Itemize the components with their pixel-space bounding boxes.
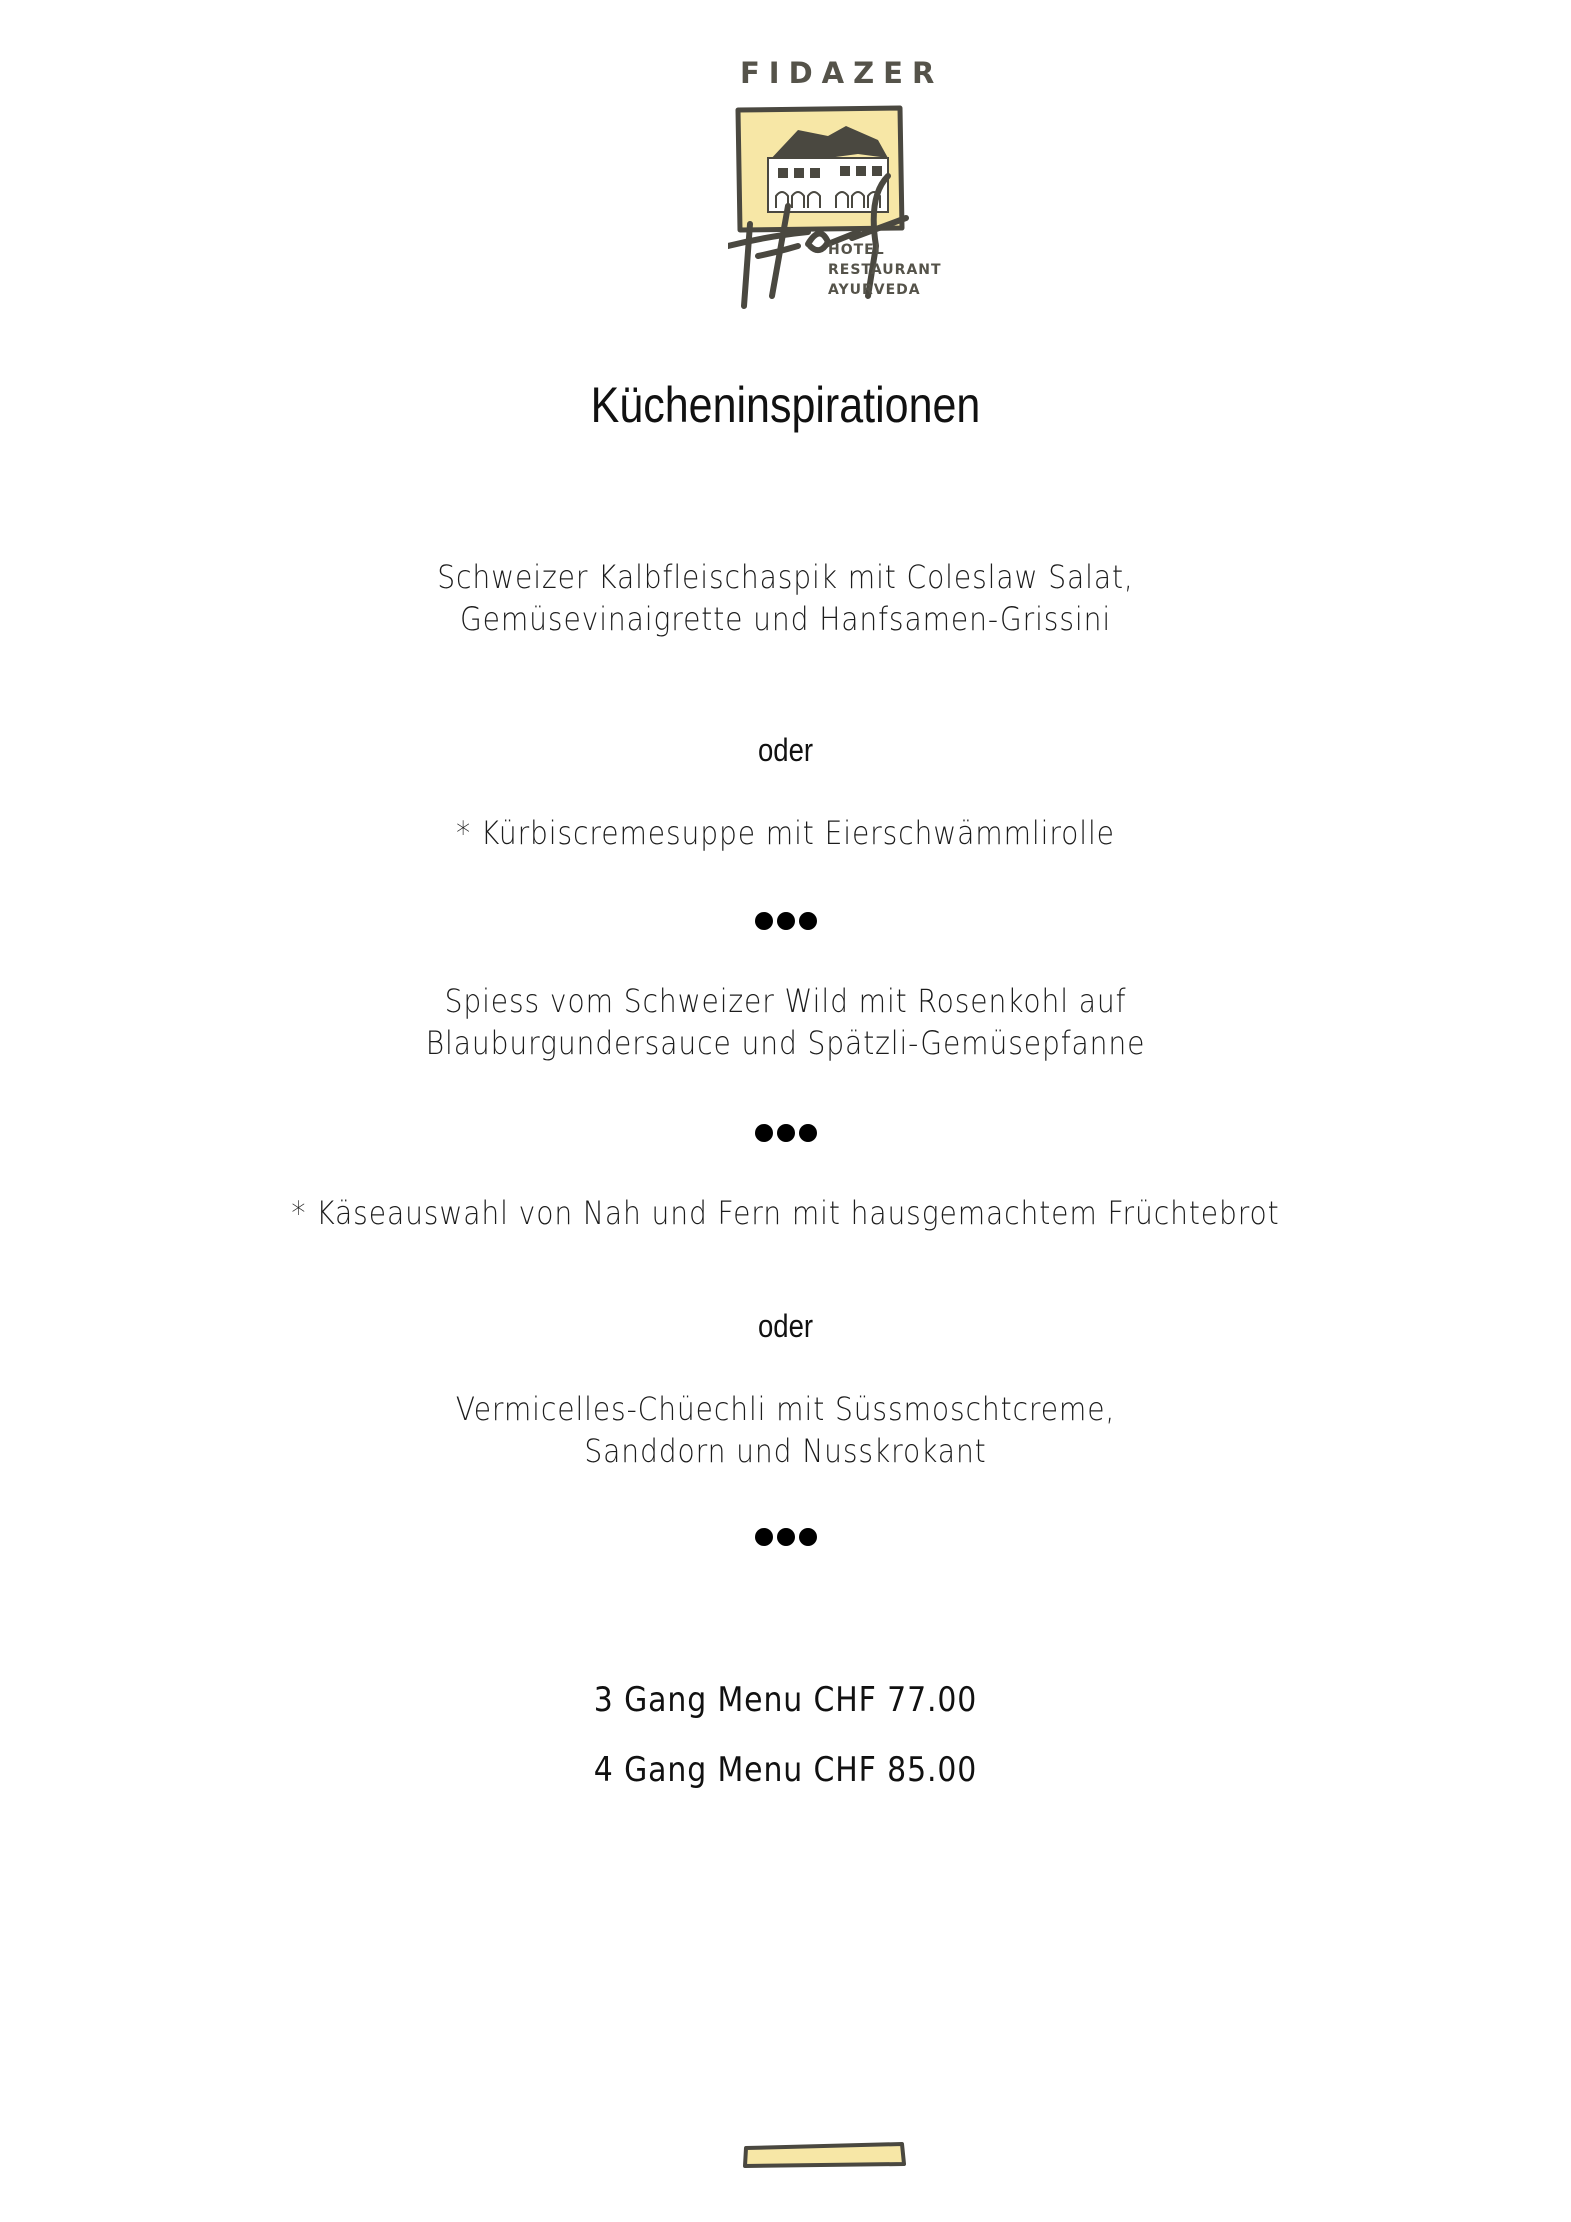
price-three-course: 3 Gang Menu CHF 77.00 <box>593 1680 978 1720</box>
logo-sub-ayurveda: AYURVEDA <box>828 282 921 298</box>
logo-wordmark: FIDAZER <box>740 56 944 90</box>
starter-1 <box>94 556 1476 640</box>
starter-2-line-1: * Kürbiscremesuppe mit Eierschwämmlirolle <box>456 814 1115 852</box>
cheese-course <box>94 1192 1476 1234</box>
main-course-line-2: Blauburgundersauce und Spätzli-Gemüsepfanne <box>425 1024 1146 1062</box>
dessert-line-1: Vermicelles-Chüechli mit Süssmoschtcreme, <box>455 1390 1116 1428</box>
dessert-line-2: Sanddorn und Nusskrokant <box>584 1432 987 1470</box>
menu-title: Kücheninspirationen <box>590 377 981 433</box>
three-dots-icon <box>754 1526 818 1548</box>
price-four-course: 4 Gang Menu CHF 85.00 <box>593 1750 978 1790</box>
oder-separator-1: oder <box>757 732 814 768</box>
main-course <box>94 980 1476 1064</box>
starter-1-line-2: Gemüsevinaigrette und Hanfsamen-Grissini <box>459 600 1112 638</box>
fidazer-hof-logo <box>728 56 948 306</box>
course-divider-1 <box>0 910 1571 934</box>
decorative-bar-icon <box>742 2140 906 2170</box>
logo-subtitle <box>828 240 942 300</box>
starter-2 <box>94 812 1476 854</box>
main-course-line-1: Spiess vom Schweizer Wild mit Rosenkohl auf <box>444 982 1127 1020</box>
logo-sub-hotel: HOTEL <box>828 242 885 258</box>
logo-sub-restaurant: RESTAURANT <box>828 262 942 278</box>
course-divider-2 <box>0 1122 1571 1146</box>
three-dots-icon <box>754 910 818 932</box>
course-divider-3 <box>0 1526 1571 1550</box>
three-dots-icon <box>754 1122 818 1144</box>
dessert <box>94 1388 1476 1472</box>
oder-separator-2: oder <box>757 1308 814 1344</box>
starter-1-line-1: Schweizer Kalbfleischaspik mit Coleslaw Salat, <box>437 558 1134 596</box>
cheese-course-line-1: * Käseauswahl von Nah und Fern mit hausgemachtem Früchtebrot <box>291 1194 1280 1232</box>
